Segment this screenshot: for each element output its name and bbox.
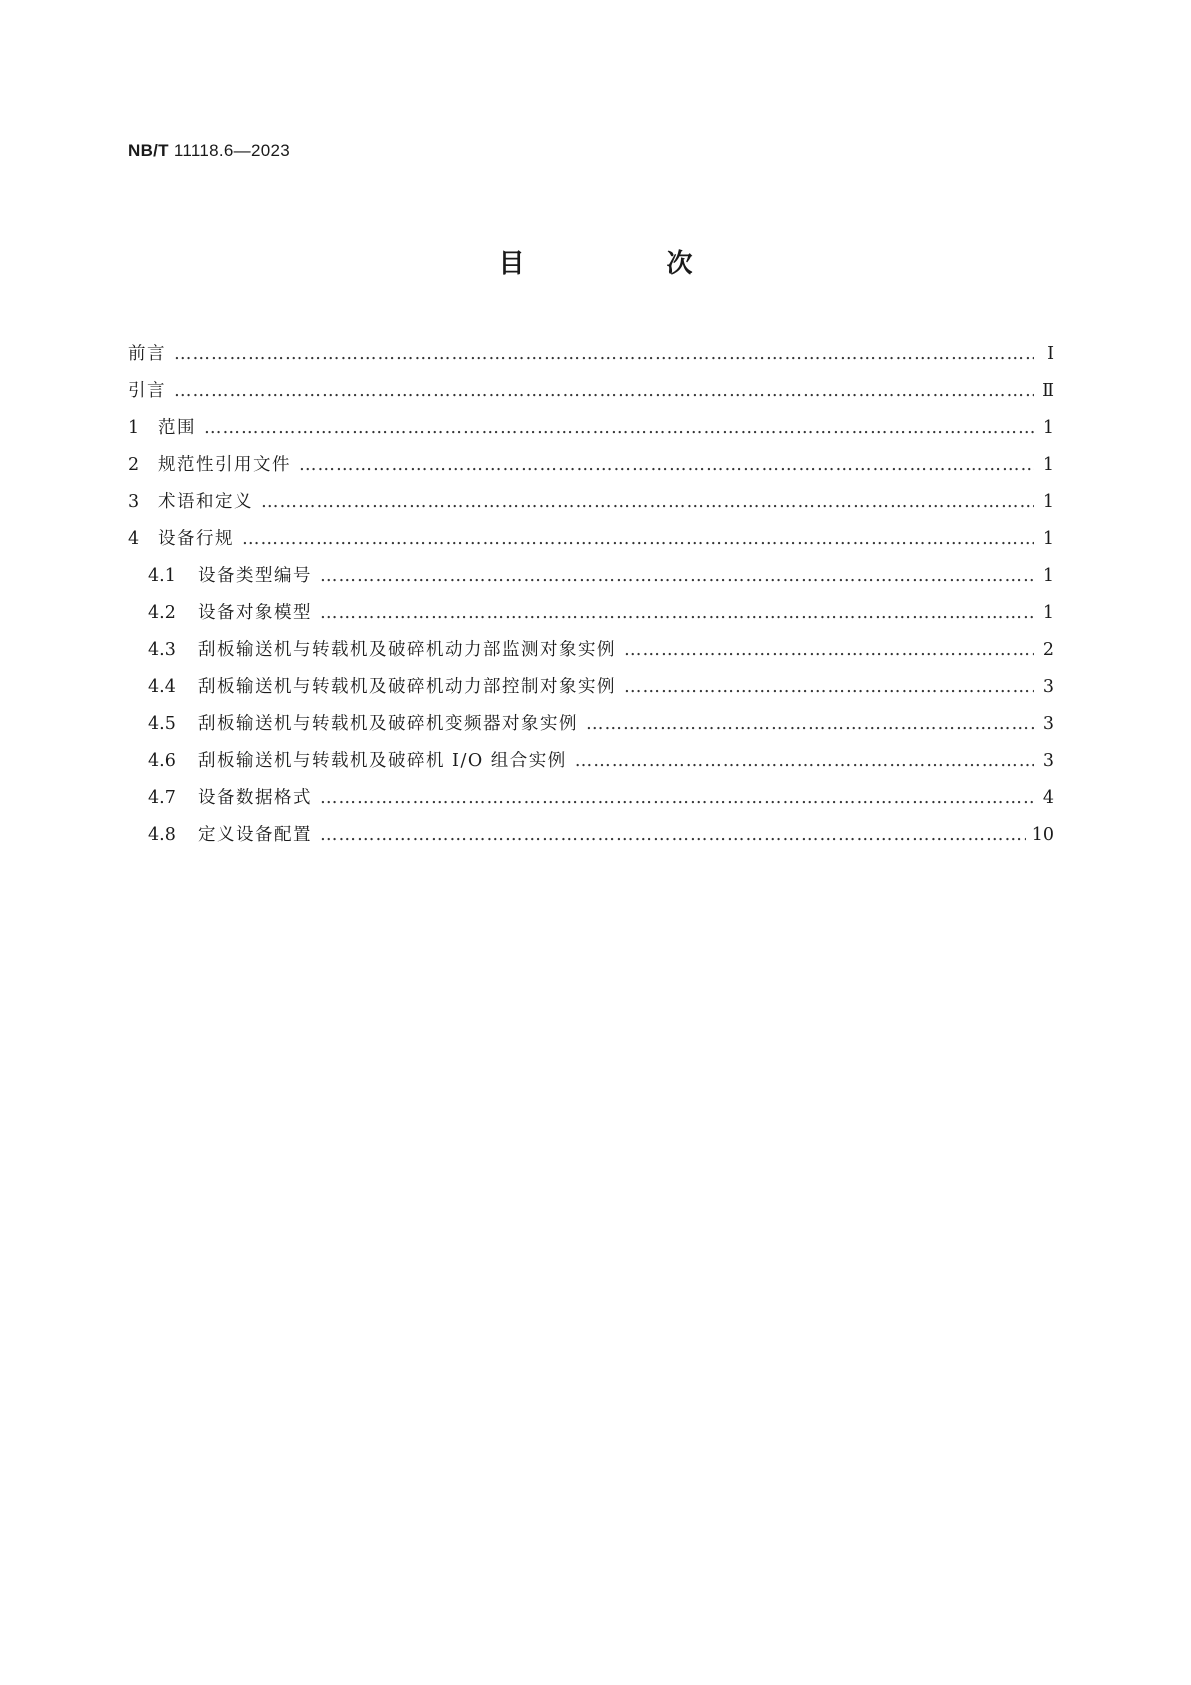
toc-entry-label: 引言 [128,381,166,401]
toc-entry-page: Ⅰ [1047,344,1054,364]
toc-entry-number: 4.1 [148,566,176,586]
toc-entry-label: 刮板输送机与转载机及破碎机动力部监测对象实例 [198,640,616,660]
toc-entry-page: 1 [1042,418,1054,438]
toc-entry-number: 4.2 [148,603,176,623]
toc-entry-label: 刮板输送机与转载机及破碎机动力部控制对象实例 [198,677,616,697]
toc-entry-label: 定义设备配置 [198,825,312,845]
toc-entry-page: 3 [1042,677,1054,697]
toc-entry-2[interactable] [128,451,1054,488]
document-code-number: 11118.6—2023 [173,141,290,160]
toc-entry-label: 设备对象模型 [198,603,312,623]
toc-entry-4-2[interactable] [128,599,1054,636]
page-title: 目 次 [498,249,751,279]
toc-entry-4-8[interactable] [128,821,1054,858]
toc-entry-number: 4.6 [148,751,176,771]
toc-entry-number: 4.3 [148,640,176,660]
toc-entry-label: 前言 [128,344,166,364]
toc-entry-4-3[interactable] [128,636,1054,673]
toc-entry-label: 范围 [158,418,196,438]
toc-entry-4-1[interactable] [128,562,1054,599]
toc-entry-4-7[interactable] [128,784,1054,821]
toc-entry-page: Ⅱ [1042,381,1054,401]
toc-leader-dots [320,603,1034,623]
toc-leader-dots [261,492,1034,512]
toc-entry-3[interactable] [128,488,1054,525]
toc-leader-dots [174,344,1034,364]
toc-entry-number: 4.7 [148,788,176,808]
toc-leader-dots [242,529,1034,549]
toc-entry-page: 4 [1042,788,1054,808]
toc-entry-4[interactable] [128,525,1054,562]
toc-entry-label: 设备类型编号 [198,566,312,586]
toc-entry-1[interactable] [128,414,1054,451]
toc-entry-label: 刮板输送机与转载机及破碎机变频器对象实例 [198,714,578,734]
toc-entry-4-6[interactable] [128,747,1054,784]
toc-entry-label: 刮板输送机与转载机及破碎机 I/O 组合实例 [198,751,567,771]
toc-entry-4-4[interactable] [128,673,1054,710]
toc-leader-dots [624,640,1034,660]
toc-entry-label: 规范性引用文件 [158,455,291,475]
toc-entry-page: 1 [1042,529,1054,549]
toc-entry-page: 1 [1042,566,1054,586]
toc-entry-number: 4 [128,529,140,549]
toc-leader-dots [320,566,1034,586]
toc-entry-4-5[interactable] [128,710,1054,747]
table-of-contents [128,340,1054,858]
toc-entry-page: 1 [1042,492,1054,512]
toc-entry-page: 1 [1042,455,1054,475]
toc-entry-label: 术语和定义 [158,492,253,512]
toc-entry-page: 2 [1042,640,1054,660]
toc-entry-foreword[interactable] [128,340,1054,377]
toc-leader-dots [204,418,1034,438]
toc-entry-label: 设备行规 [158,529,234,549]
toc-leader-dots [320,788,1034,808]
toc-entry-number: 4.5 [148,714,176,734]
toc-leader-dots [320,825,1026,845]
toc-entry-label: 设备数据格式 [198,788,312,808]
toc-entry-number: 4.4 [148,677,176,697]
document-code [128,141,290,161]
toc-leader-dots [624,677,1034,697]
document-code-prefix: NB/T [128,141,169,160]
toc-entry-page: 3 [1042,714,1054,734]
toc-leader-dots [586,714,1034,734]
toc-leader-dots [575,751,1034,771]
toc-entry-number: 2 [128,455,140,475]
toc-entry-number: 1 [128,418,140,438]
toc-leader-dots [299,455,1034,475]
toc-entry-page: 3 [1042,751,1054,771]
toc-entry-number: 3 [128,492,140,512]
toc-entry-page: 1 [1042,603,1054,623]
toc-entry-page: 10 [1031,825,1054,845]
toc-entry-introduction[interactable] [128,377,1054,414]
toc-entry-number: 4.8 [148,825,176,845]
toc-leader-dots [174,381,1034,401]
